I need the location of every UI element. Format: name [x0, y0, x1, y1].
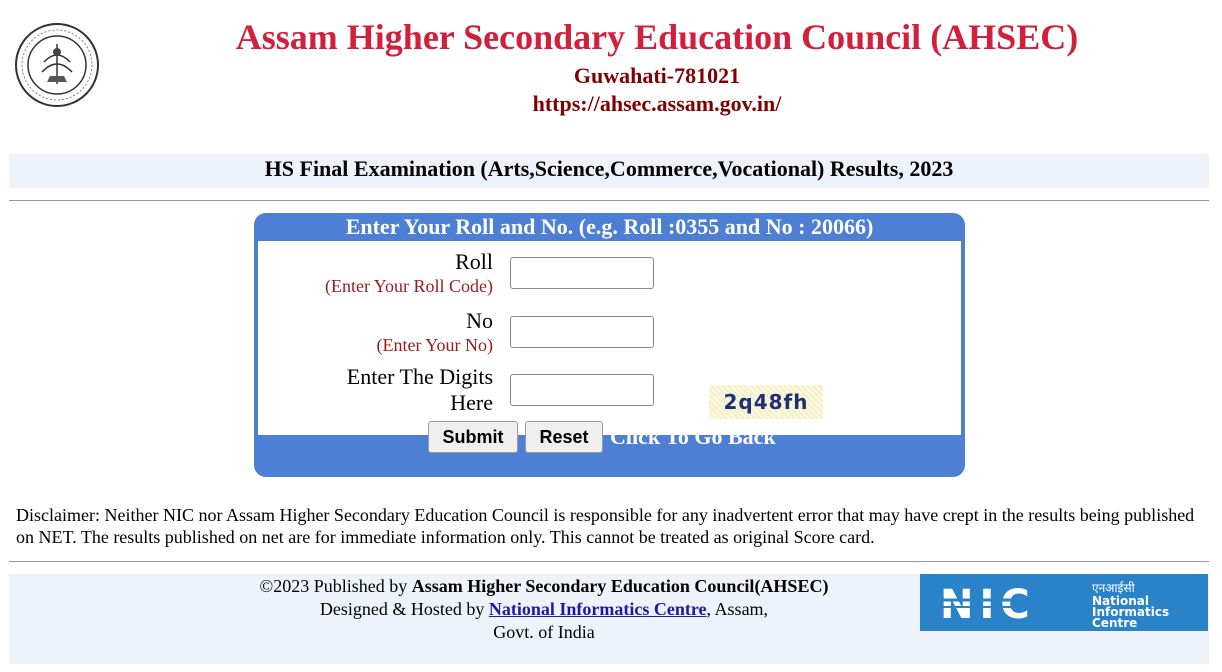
roll-label-group [325, 249, 493, 297]
submit-button[interactable]: Submit [428, 421, 518, 453]
divider [9, 561, 1209, 562]
nic-link[interactable]: National Informatics Centre [488, 599, 707, 619]
form-fields [258, 241, 961, 435]
footer [9, 574, 1209, 664]
disclaimer-text: Disclaimer: Neither NIC nor Assam Higher Secondary Education Council is responsible for any inadvertent error that may have crept in the results being published on NET. The results published on net are for immediate information only. This cannot be treated as original Score card. [16, 505, 1195, 547]
nic-logo-line1: National [1092, 594, 1149, 608]
digits-label-line2: Here [450, 390, 493, 415]
hosted-line [9, 598, 1079, 621]
no-label-group [377, 308, 494, 356]
hosted-prefix: Designed & Hosted by [319, 599, 489, 619]
nic-logo-hindi: एनआईसी [1092, 581, 1135, 595]
website-url: https://ahsec.assam.gov.in/ [532, 91, 782, 116]
roll-hint: (Enter Your Roll Code) [325, 276, 493, 296]
publisher-name: Assam Higher Secondary Education Council(AHSEC) [411, 576, 829, 596]
form-heading: Enter Your Roll and No. (e.g. Roll :0355 and No : 20066) [345, 214, 874, 239]
page-title: Assam Higher Secondary Education Council (AHSEC) [235, 17, 1079, 57]
roll-input[interactable] [510, 257, 654, 289]
copyright-line [9, 575, 1079, 598]
nic-logo [920, 574, 1208, 631]
nic-logo-word: NIC [940, 582, 1036, 628]
roll-label: Roll [455, 249, 493, 274]
no-input[interactable] [510, 316, 654, 348]
captcha-image: 2q48fh [709, 385, 823, 419]
hosted-suffix: , Assam, [706, 599, 769, 619]
digits-label-line1: Enter The Digits [346, 364, 493, 389]
captcha-input[interactable] [510, 374, 654, 406]
digits-label-group [347, 364, 493, 416]
reset-button[interactable]: Reset [525, 421, 603, 453]
govt-line: Govt. of India [493, 622, 595, 642]
city-label: Guwahati-781021 [573, 63, 741, 88]
nic-logo-graphic [920, 574, 1208, 631]
footer-text [9, 574, 1079, 644]
go-back-link[interactable]: Click To Go Back [610, 424, 776, 449]
no-label: No [466, 308, 493, 333]
header-titles [0, 14, 1222, 118]
no-hint: (Enter Your No) [376, 335, 493, 355]
exam-title: HS Final Examination (Arts,Science,Commerce,Vocational) Results, 2023 [9, 154, 1209, 188]
copyright-prefix: ©2023 Published by [259, 576, 412, 596]
nic-logo-line2: Informatics [1092, 605, 1170, 619]
nic-logo-line3: Centre [1092, 616, 1138, 630]
divider [9, 200, 1209, 201]
